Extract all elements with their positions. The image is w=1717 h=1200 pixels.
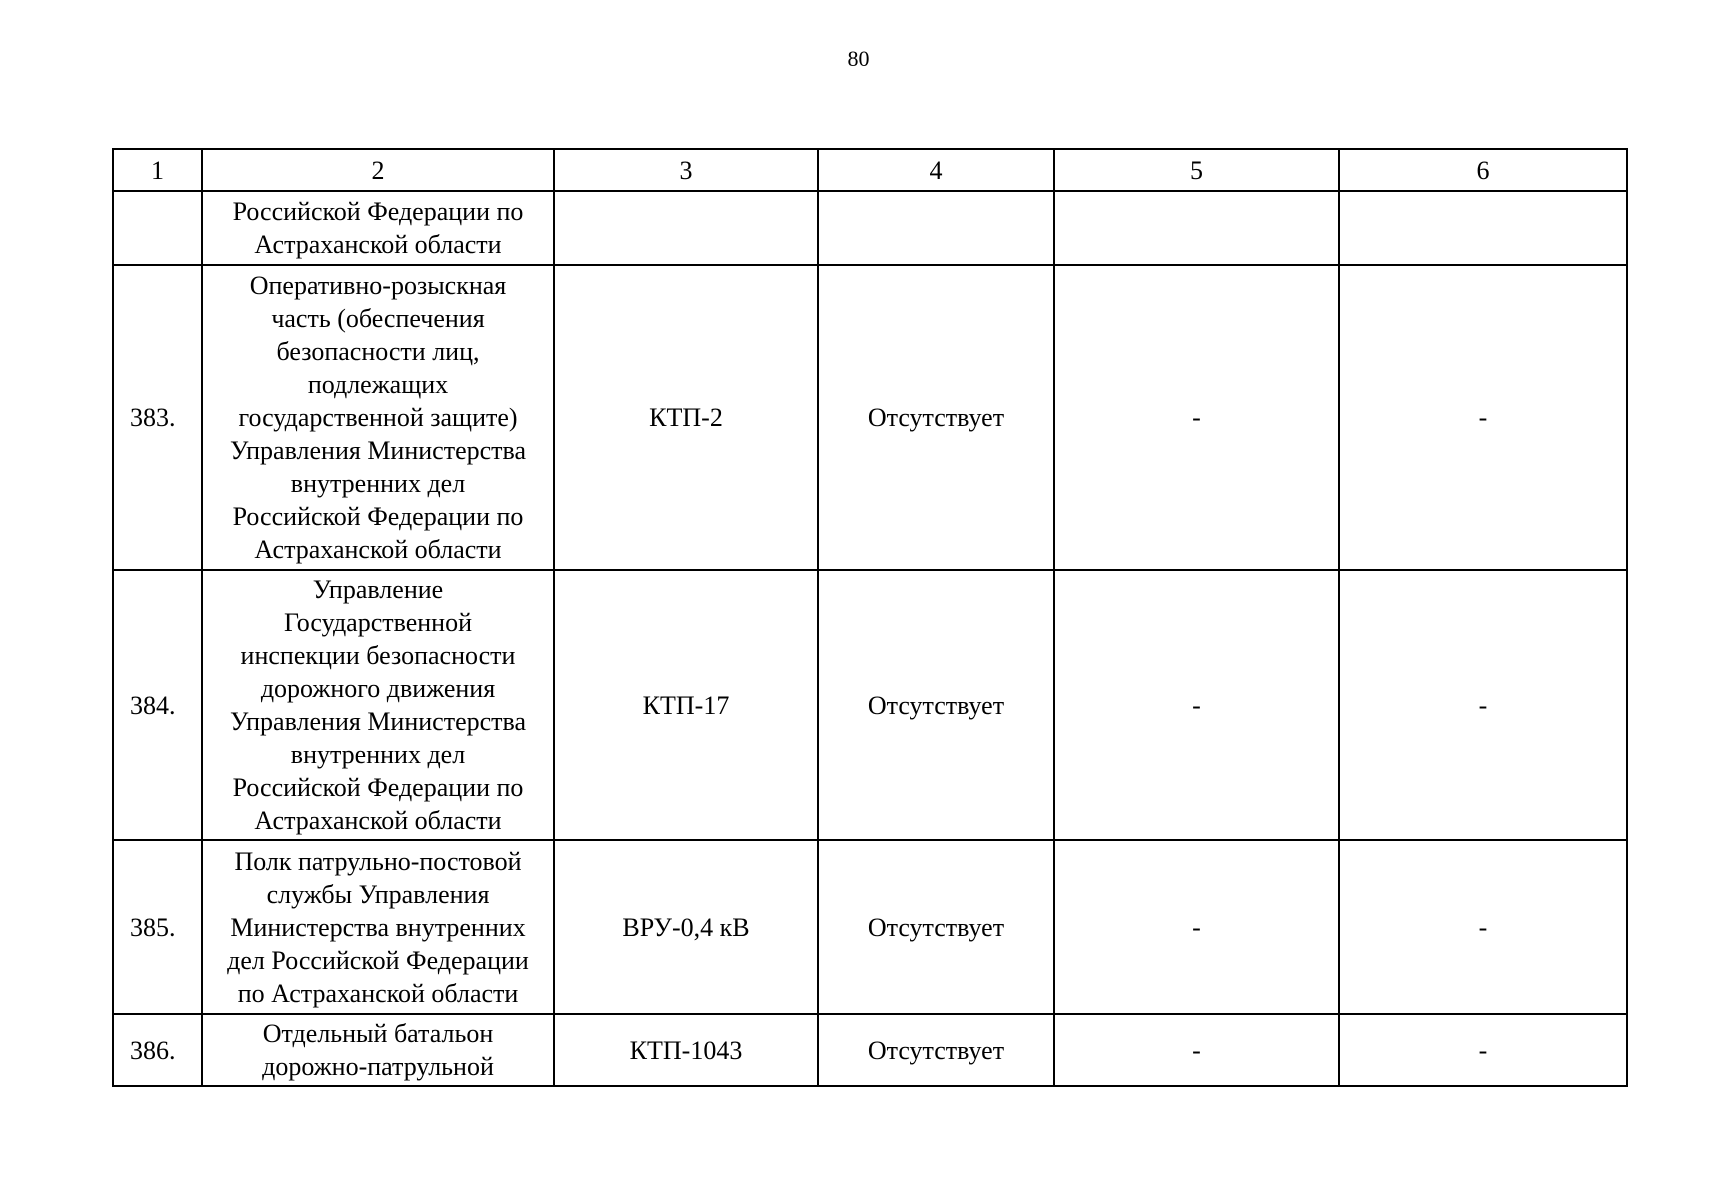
organization-name-cell: Отдельный батальон дорожно-патрульной	[202, 1014, 554, 1086]
equipment-cell: КТП-1043	[554, 1014, 818, 1086]
column-6-cell	[1339, 191, 1627, 265]
organization-name-cell: Российской Федерации по Астраханской области	[202, 191, 554, 265]
column-5-cell: -	[1054, 840, 1339, 1014]
column-6-cell: -	[1339, 1014, 1627, 1086]
table-row	[113, 1014, 1627, 1086]
status-cell: Отсутствует	[818, 570, 1054, 840]
equipment-cell: КТП-2	[554, 265, 818, 570]
row-number-cell: 384.	[113, 570, 202, 840]
organization-name-cell: Оперативно-розыскная часть (обеспечения безопасности лиц, подлежащих государственной защите) Управления Министерства внутренних дел Российской Федерации по Астраханской области	[202, 265, 554, 570]
page-number: 80	[847, 46, 870, 71]
status-cell: Отсутствует	[818, 265, 1054, 570]
row-number-cell: 383.	[113, 265, 202, 570]
table-row	[113, 265, 1627, 570]
table-row-continuation	[113, 191, 1627, 265]
column-header-5: 5	[1054, 149, 1339, 191]
table-row	[113, 840, 1627, 1014]
status-cell: Отсутствует	[818, 840, 1054, 1014]
column-5-cell: -	[1054, 265, 1339, 570]
column-6-cell: -	[1339, 840, 1627, 1014]
column-header-4: 4	[818, 149, 1054, 191]
table-header-row	[113, 149, 1627, 191]
row-number-cell	[113, 191, 202, 265]
status-cell	[818, 191, 1054, 265]
organization-name-cell: Полк патрульно-постовой службы Управления Министерства внутренних дел Российской Федерации по Астраханской области	[202, 840, 554, 1014]
column-header-1: 1	[113, 149, 202, 191]
table-row	[113, 570, 1627, 840]
equipment-cell: ВРУ-0,4 кВ	[554, 840, 818, 1014]
data-table	[112, 148, 1628, 1087]
equipment-cell: КТП-17	[554, 570, 818, 840]
column-header-2: 2	[202, 149, 554, 191]
equipment-cell	[554, 191, 818, 265]
column-5-cell: -	[1054, 1014, 1339, 1086]
column-6-cell: -	[1339, 570, 1627, 840]
column-5-cell	[1054, 191, 1339, 265]
row-number-cell: 385.	[113, 840, 202, 1014]
column-header-3: 3	[554, 149, 818, 191]
row-number-cell: 386.	[113, 1014, 202, 1086]
column-6-cell: -	[1339, 265, 1627, 570]
column-header-6: 6	[1339, 149, 1627, 191]
organization-name-cell: Управление Государственной инспекции безопасности дорожного движения Управления Министерства внутренних дел Российской Федерации по Астраханской области	[202, 570, 554, 840]
column-5-cell: -	[1054, 570, 1339, 840]
status-cell: Отсутствует	[818, 1014, 1054, 1086]
